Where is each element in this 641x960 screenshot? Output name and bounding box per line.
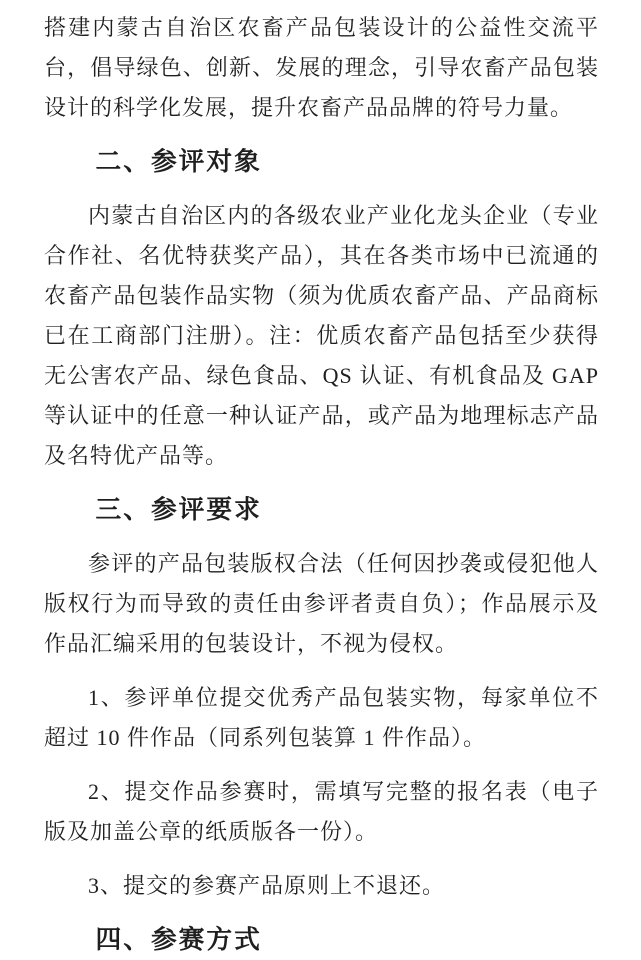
- paragraph-eligible-entities: 内蒙古自治区内的各级农业产业化龙头企业（专业合作社、名优特获奖产品），其在各类市场中已流通的农畜产品包装作品实物（须为优质农畜产品、产品商标已在工商部门注册）。注：优质农畜产品包括至少获得无公害农产品、绿色食品、QS 认证、有机食品及 GAP 等认证中的任意一种认证产品，或产品为地理标志产品及名特优产品等。: [44, 203, 599, 468]
- paragraph-requirement-item-3: 3、提交的参赛产品原则上不退还。: [88, 873, 446, 898]
- paragraph-requirement-item-1: 1、参评单位提交优秀产品包装实物，每家单位不超过 10 件作品（同系列包装算 1 件作品）。: [44, 685, 599, 750]
- paragraph-requirement-item-2: 2、提交作品参赛时，需填写完整的报名表（电子版及加盖公章的纸质版各一份）。: [44, 779, 599, 844]
- paragraph-copyright-requirement: 参评的产品包装版权合法（任何因抄袭或侵犯他人版权行为而导致的责任由参评者责自负）；作品展示及作品汇编采用的包装设计，不视为侵权。: [44, 551, 599, 656]
- heading-section-3-requirements: 三、参评要求: [95, 495, 262, 524]
- paragraph-platform-intro-continuation: 搭建内蒙古自治区农畜产品包装设计的公益性交流平台，倡导绿色、创新、发展的理念，引导农畜产品包装设计的科学化发展，提升农畜产品品牌的符号力量。: [44, 15, 599, 120]
- heading-section-4-entry-method: 四、参赛方式: [95, 925, 262, 954]
- heading-section-2-participants: 二、参评对象: [95, 147, 262, 176]
